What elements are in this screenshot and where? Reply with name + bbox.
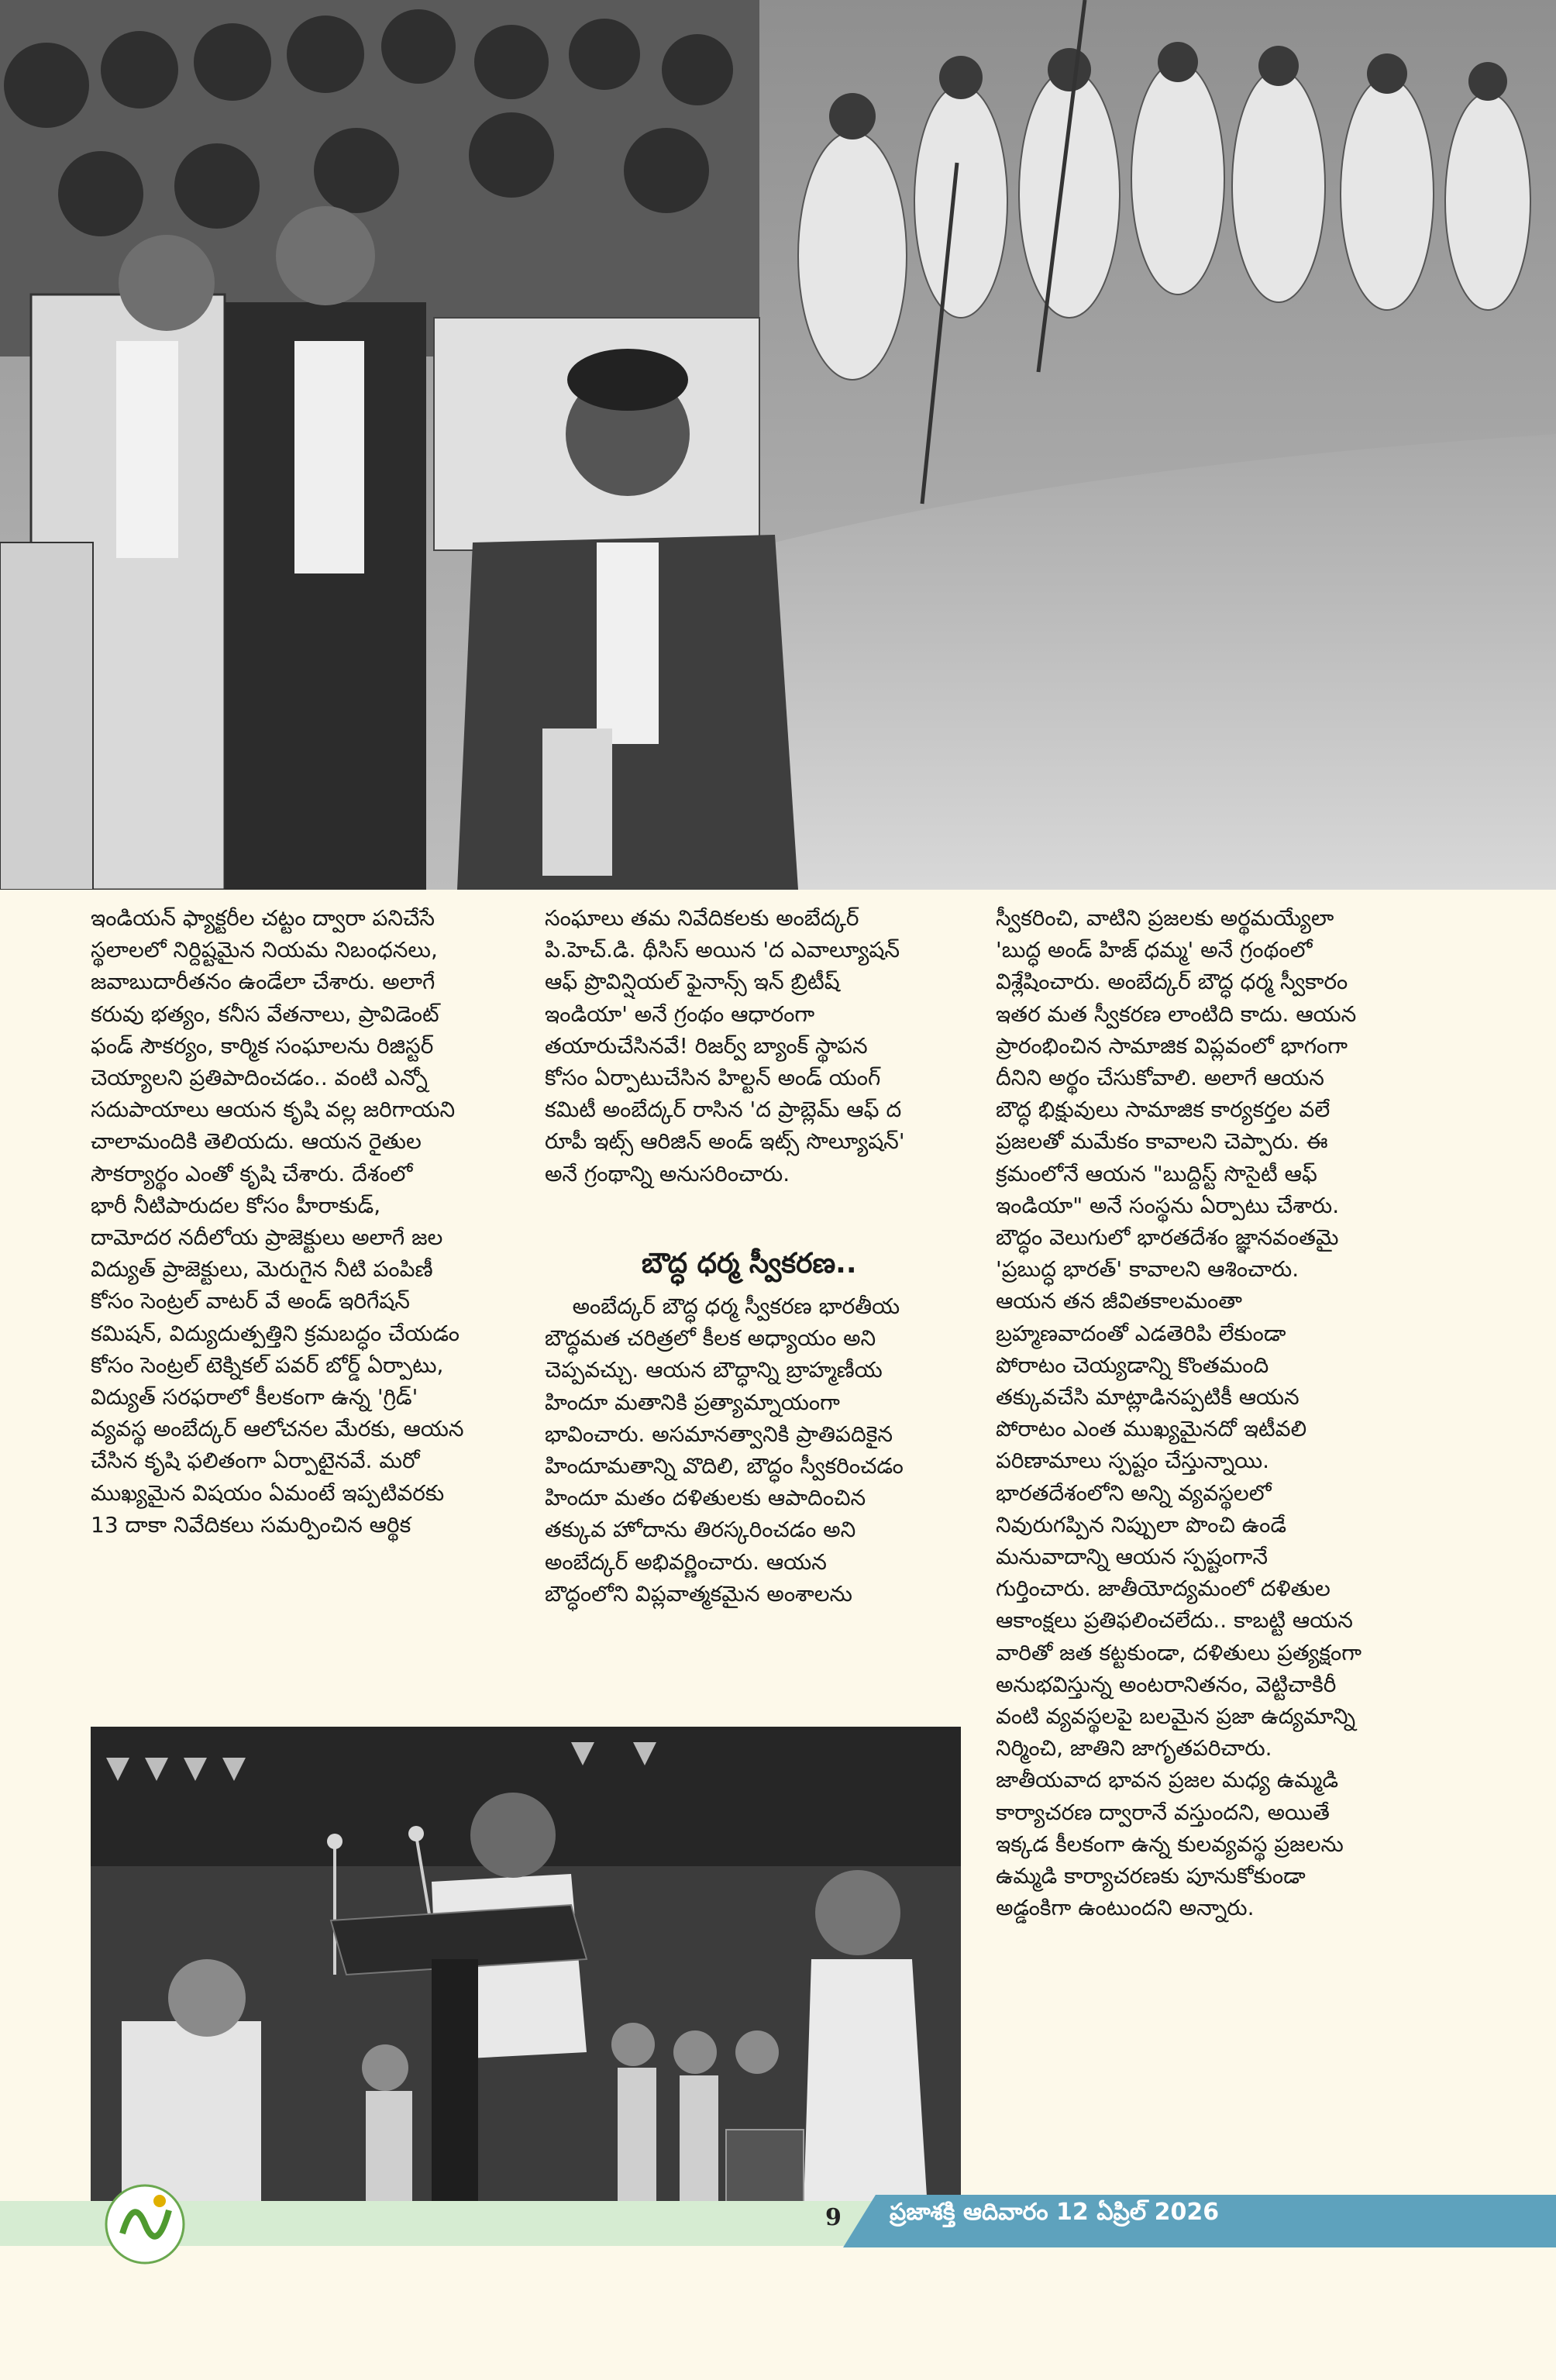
text-line: కోసం ఏర్పాటుచేసిన హిల్టన్ అండ్ యంగ్ bbox=[545, 1065, 881, 1091]
text-line: గుర్తించారు. జాతీయోద్యమంలో దళితుల bbox=[996, 1576, 1331, 1602]
text-line: కరువు భత్యం, కనీస వేతనాలు, ప్రావిడెంట్ bbox=[91, 1001, 439, 1027]
text-line: విద్యుత్ ప్రాజెక్టులు, మెరుగైన నీటి పంపిణీ bbox=[91, 1256, 433, 1283]
text-line: ఉమ్మడి కార్యాచరణకు పూనుకోకుండా bbox=[996, 1863, 1306, 1889]
magazine-logo bbox=[99, 2179, 191, 2266]
text-line: కమిటీ అంబేద్కర్ రాసిన 'ద ప్రాబ్లెమ్ ఆఫ్ ద bbox=[545, 1097, 902, 1123]
text-line: 'బుద్ధ అండ్ హిజ్ ధమ్మ' అనే గ్రంథంలో bbox=[996, 937, 1313, 963]
article-column-3 bbox=[996, 902, 1430, 1924]
text-line: పరిణామాలు స్పష్టం చేస్తున్నాయి. bbox=[996, 1448, 1270, 1474]
text-line: బౌద్ధమత చరిత్రలో కీలక అధ్యాయం అని bbox=[545, 1325, 876, 1352]
text-line: జవాబుదారీతనం ఉండేలా చేశారు. అలాగే bbox=[91, 969, 435, 995]
text-line: తక్కువ హోదాను తిరస్కరించడం అని bbox=[545, 1517, 856, 1543]
text-line: క్రమంలోనే ఆయన "బుద్దిస్ట్ సొసైటీ ఆఫ్ bbox=[996, 1160, 1317, 1187]
text-line: 13 దాకా నివేదికలు సమర్పించిన ఆర్థిక bbox=[91, 1511, 411, 1538]
text-line: హిందూమతాన్ని వొదిలి, బౌద్ధం స్వీకరించడం bbox=[545, 1453, 904, 1479]
text-line: తక్కువచేసి మాట్లాడినప్పటికీ ఆయన bbox=[996, 1384, 1300, 1410]
text-line: హిందూ మతానికి ప్రత్యామ్నాయంగా bbox=[545, 1389, 840, 1415]
page-number: 9 bbox=[825, 2204, 842, 2231]
text-line: 'ప్రబుద్ధ భారత్' కావాలని ఆశించారు. bbox=[996, 1256, 1300, 1283]
text-line: ఆఫ్ ప్రొవిన్షియల్ ఫైనాన్స్ ఇన్ బ్రిటీష్ bbox=[545, 969, 840, 995]
text-line: ఇండియా" అనే సంస్థను ఏర్పాటు చేశారు. bbox=[996, 1192, 1340, 1218]
text-line: ఆయన తన జీవితకాలమంతా bbox=[996, 1288, 1242, 1314]
article-column-2-top bbox=[545, 902, 905, 1190]
text-line: సౌకర్యార్థం ఎంతో కృషి చేశారు. దేశంలో bbox=[91, 1160, 413, 1187]
text-line: ఆకాంక్షలు ప్రతిఫలించలేదు.. కాబట్టి ఆయన bbox=[996, 1607, 1353, 1634]
text-line: ఇతర మత స్వీకరణ లాంటిది కాదు. ఆయన bbox=[996, 1001, 1357, 1027]
text-line: పోరాటం ఎంత ముఖ్యమైనదో ఇటీవలి bbox=[996, 1416, 1307, 1442]
text-line: స్వీకరించి, వాటిని ప్రజలకు అర్థమయ్యేలా bbox=[996, 905, 1334, 931]
text-line: చెప్పవచ్చు. ఆయన బౌద్ధాన్ని బ్రాహ్మణీయ bbox=[545, 1357, 883, 1383]
text-line: తయారుచేసినవే! రిజర్వ్ బ్యాంక్ స్థాపన bbox=[545, 1032, 868, 1059]
text-line: కార్యాచరణ ద్వారానే వస్తుందని, అయితే bbox=[996, 1799, 1330, 1825]
article-column-2-bottom bbox=[545, 1290, 904, 1610]
text-line: ఇక్కడ కీలకంగా ఉన్న కులవ్యవస్థ ప్రజలను bbox=[996, 1831, 1344, 1857]
text-line: చాలామందికి తెలియదు. ఆయన రైతుల bbox=[91, 1128, 422, 1155]
masthead-date: ప్రజాశక్తి ఆదివారం 12 ఏప్రిల్ 2026 bbox=[890, 2199, 1220, 2226]
text-line: అనే గ్రంథాన్ని అనుసరించారు. bbox=[545, 1160, 790, 1187]
text-line: బౌద్ధం వెలుగులో భారతదేశం జ్ఞానవంతమై bbox=[996, 1224, 1339, 1251]
text-line: ఇండియా' అనే గ్రంథం ఆధారంగా bbox=[545, 1001, 815, 1027]
text-line: సంఘాలు తమ నివేదికలకు అంబేద్కర్ bbox=[545, 905, 859, 931]
text-line: భారీ నీటిపారుదల కోసం హీరాకుడ్, bbox=[91, 1192, 381, 1218]
text-line: కమిషన్, విద్యుదుత్పత్తిని క్రమబద్ధం చేయడం bbox=[91, 1320, 460, 1346]
text-line: వ్యవస్థ అంబేద్కర్ ఆలోచనల మేరకు, ఆయన bbox=[91, 1416, 464, 1442]
text-line: ఫండ్ సౌకర్యం, కార్మిక సంఘాలను రిజిస్టర్ bbox=[91, 1032, 434, 1059]
bottom-photo bbox=[91, 1727, 961, 2209]
text-line: సదుపాయాలు ఆయన కృషి వల్ల జరిగాయని bbox=[91, 1097, 456, 1123]
text-line: విశ్లేషించారు. అంబేద్కర్ బౌద్ధ ధర్మ స్వీకారం bbox=[996, 969, 1348, 995]
text-line: ప్రజలతో మమేకం కావాలని చెప్పారు. ఈ bbox=[996, 1128, 1328, 1155]
text-line: భారతదేశంలోని అన్ని వ్యవస్థలలో bbox=[996, 1479, 1272, 1506]
top-illustration bbox=[0, 0, 1556, 890]
text-line: అడ్డంకిగా ఉంటుందని అన్నారు. bbox=[996, 1895, 1255, 1921]
text-line: స్థలాలలో నిర్దిష్టమైన నియమ నిబంధనలు, bbox=[91, 937, 438, 963]
text-line: ముఖ్యమైన విషయం ఏమంటే ఇప్పటివరకు bbox=[91, 1479, 445, 1506]
text-line: కోసం సెంట్రల్ టెక్నికల్ పవర్ బోర్డ్ ఏర్పాటు, bbox=[91, 1352, 444, 1378]
text-line: చేసిన కృషి ఫలితంగా ఏర్పాటైనవే. మరో bbox=[91, 1448, 420, 1474]
text-line: కోసం సెంట్రల్ వాటర్ వే అండ్ ఇరిగేషన్ bbox=[91, 1288, 410, 1314]
text-line: అనుభవిస్తున్న అంటరానితనం, వెట్టిచాకిరీ bbox=[996, 1671, 1337, 1697]
text-line: వంటి వ్యవస్థలపై బలమైన ప్రజా ఉద్యమాన్ని bbox=[996, 1703, 1356, 1730]
text-line: నివురుగప్పిన నిప్పులా పొంచి ఉండే bbox=[996, 1511, 1287, 1538]
footer-band bbox=[0, 2190, 1556, 2257]
text-line: హిందూ మతం దళితులకు ఆపాదించిన bbox=[545, 1485, 866, 1511]
text-line: ఇండియన్ ఫ్యాక్టరీల చట్టం ద్వారా పనిచేసే bbox=[91, 905, 435, 931]
text-line: విద్యుత్ సరఫరాలో కీలకంగా ఉన్న 'గ్రిడ్' bbox=[91, 1384, 418, 1410]
text-line: అంబేద్కర్ బౌద్ధ ధర్మ స్వీకరణ భారతీయ bbox=[545, 1293, 900, 1319]
subheading: బౌద్ధ ధర్మ స్వీకరణ.. bbox=[642, 1248, 857, 1280]
text-line: నిర్మించి, జాతిని జాగృతపరిచారు. bbox=[996, 1735, 1272, 1762]
text-line: ప్రారంభించిన సామాజిక విప్లవంలో భాగంగా bbox=[996, 1032, 1348, 1059]
text-line: బౌద్ధ భిక్షువులు సామాజిక కార్యకర్తల వలే bbox=[996, 1097, 1331, 1123]
text-line: జాతీయవాద భావన ప్రజల మధ్య ఉమ్మడి bbox=[996, 1767, 1339, 1793]
text-line: భావించారు. అసమానత్వానికి ప్రాతిపదికైన bbox=[545, 1421, 893, 1447]
text-line: అంబేద్కర్ అభివర్ణించారు. ఆయన bbox=[545, 1548, 827, 1575]
text-line: దామోదర నదీలోయ ప్రాజెక్టులు అలాగే జల bbox=[91, 1224, 443, 1251]
text-line: దీనిని అర్థం చేసుకోవాలి. అలాగే ఆయన bbox=[996, 1065, 1324, 1091]
text-line: రూపీ ఇట్స్ ఆరిజిన్ అండ్ ఇట్స్ సొల్యూషన్' bbox=[545, 1128, 905, 1155]
article-column-1 bbox=[91, 902, 505, 1541]
text-line: బౌద్ధంలోని విప్లవాత్మకమైన అంశాలను bbox=[545, 1580, 852, 1607]
text-line: బ్రహ్మణవాదంతో ఎడతెరిపి లేకుండా bbox=[996, 1320, 1286, 1346]
text-line: పోరాటం చెయ్యడాన్ని కొంతమంది bbox=[996, 1352, 1269, 1378]
text-line: మనువాదాన్ని ఆయన స్పష్టంగానే bbox=[996, 1544, 1268, 1570]
text-line: చెయ్యాలని ప్రతిపాదించడం.. వంటి ఎన్నో bbox=[91, 1065, 428, 1091]
text-line: వారితో జత కట్టకుండా, దళితులు ప్రత్యక్షంగా bbox=[996, 1639, 1362, 1665]
text-line: పి.హెచ్.డి. థీసిస్ అయిన 'ద ఎవాల్యూషన్ bbox=[545, 937, 900, 963]
